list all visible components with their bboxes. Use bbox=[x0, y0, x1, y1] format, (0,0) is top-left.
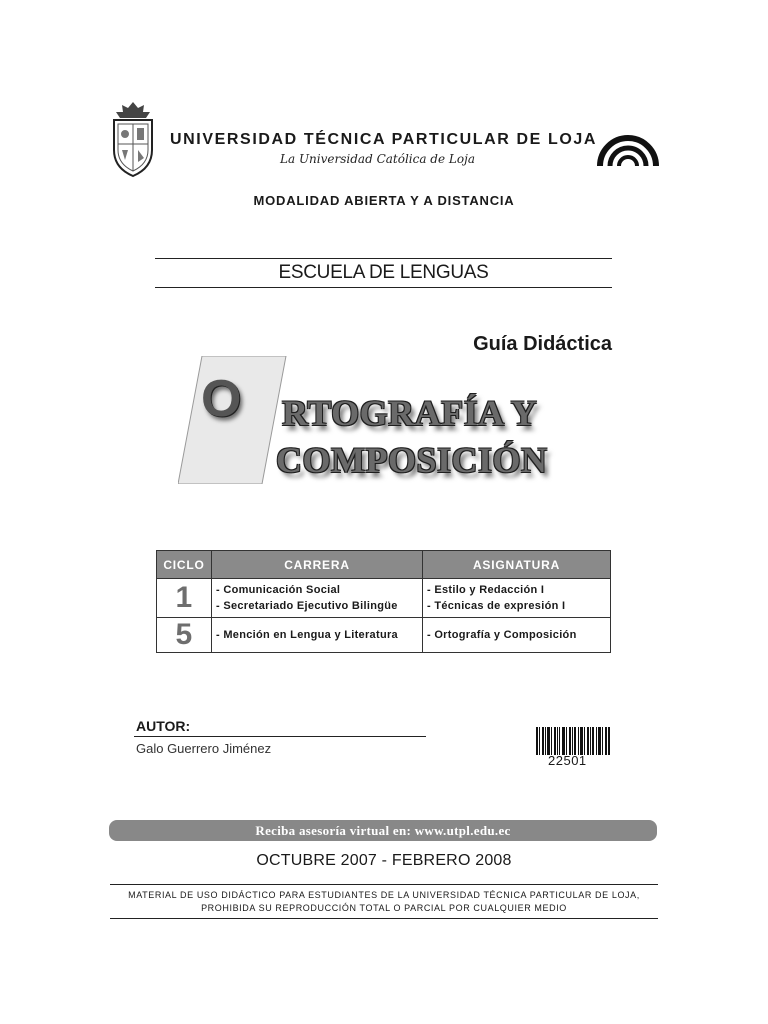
subject-item: - Estilo y Redacción I bbox=[427, 584, 545, 596]
utpl-arcs-logo-icon bbox=[597, 110, 659, 168]
barcode-number: 22501 bbox=[548, 753, 587, 768]
career-item: - Comunicación Social bbox=[216, 584, 341, 596]
barcode-icon bbox=[536, 727, 610, 755]
subject-item: - Técnicas de expresión I bbox=[427, 600, 566, 612]
subject-cell bbox=[423, 618, 611, 653]
table-header-row bbox=[157, 551, 611, 579]
course-title-line2: COMPOSICIÓN bbox=[276, 440, 548, 480]
modality-heading: MODALIDAD ABIERTA Y A DISTANCIA bbox=[253, 193, 515, 208]
advisory-banner: Reciba asesoría virtual en: www.utpl.edu.ec bbox=[109, 820, 657, 841]
column-header-asignatura: ASIGNATURA bbox=[423, 551, 611, 579]
career-cell bbox=[212, 579, 423, 618]
school-name: ESCUELA DE LENGUAS bbox=[278, 262, 489, 283]
school-bottom-rule bbox=[155, 287, 612, 288]
guide-label: Guía Didáctica bbox=[473, 333, 612, 355]
disclaimer-bottom-rule bbox=[110, 918, 658, 919]
disclaimer-line: MATERIAL DE USO DIDÁCTICO PARA ESTUDIANTES DE LA UNIVERSIDAD TÉCNICA PARTICULAR DE LOJA, bbox=[128, 890, 640, 900]
column-header-ciclo: CICLO bbox=[157, 551, 212, 579]
author-label: AUTOR: bbox=[136, 718, 191, 734]
subject-cell bbox=[423, 579, 611, 618]
career-item: - Mención en Lengua y Literatura bbox=[216, 629, 398, 641]
course-title-initial: O bbox=[201, 370, 242, 428]
program-table bbox=[156, 550, 611, 653]
column-header-carrera: CARRERA bbox=[212, 551, 423, 579]
disclaimer-line: PROHIBIDA SU REPRODUCCIÓN TOTAL O PARCIAL POR CUALQUIER MEDIO bbox=[201, 903, 567, 913]
university-tagline: La Universidad Católica de Loja bbox=[280, 152, 475, 166]
career-item: - Secretariado Ejecutivo Bilingüe bbox=[216, 600, 398, 612]
course-title-line1: RTOGRAFÍA Y bbox=[282, 393, 538, 433]
table-row bbox=[157, 618, 611, 653]
subject-item: - Ortografía y Composición bbox=[427, 629, 577, 641]
school-top-rule bbox=[155, 258, 612, 259]
cycle-number: 5 bbox=[157, 618, 212, 653]
career-cell bbox=[212, 618, 423, 653]
table-row bbox=[157, 579, 611, 618]
university-name: UNIVERSIDAD TÉCNICA PARTICULAR DE LOJA bbox=[170, 131, 598, 148]
university-seal-icon bbox=[108, 100, 158, 178]
author-rule bbox=[134, 736, 426, 737]
disclaimer-top-rule bbox=[110, 884, 658, 885]
author-name: Galo Guerrero Jiménez bbox=[136, 741, 272, 756]
cycle-number: 1 bbox=[157, 579, 212, 618]
period-dates: OCTUBRE 2007 - FEBRERO 2008 bbox=[256, 852, 512, 869]
disclaimer bbox=[110, 889, 658, 915]
